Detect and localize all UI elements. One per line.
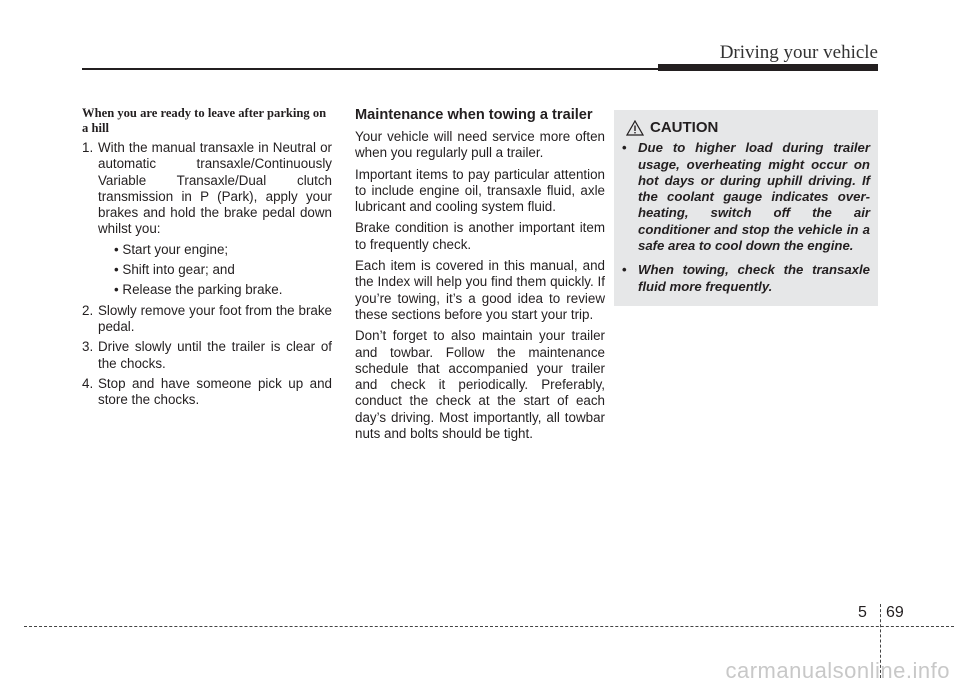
header-rule <box>82 68 658 70</box>
step-text: Drive slowly until the trailer is clear of the chocks. <box>98 339 332 371</box>
step-item <box>82 140 332 299</box>
caution-text: When towing, check the transaxle fluid more frequently. <box>638 262 870 294</box>
warning-triangle-icon <box>626 120 644 136</box>
section-heading-hill: When you are ready to leave after parking on a hill <box>82 106 327 135</box>
step-number: 3. <box>82 339 94 355</box>
step-number: 4. <box>82 375 94 391</box>
caution-item <box>622 262 870 295</box>
caution-title: CAUTION <box>650 119 719 136</box>
caution-item <box>622 140 870 254</box>
paragraph: Your vehicle will need service more often when you regularly pull a trailer. <box>355 129 605 161</box>
bullet-item: • Release the parking brake. <box>114 282 283 298</box>
step-item <box>82 376 332 409</box>
section-heading-maintenance: Maintenance when towing a trailer <box>355 107 593 123</box>
caution-text: Due to higher load during trailer usage, overheating might occur on hot days or during uphill driving. If the coolant gauge indicates over-heating, switch off the air conditioner and stop the vehicle in a safe area to cool down the engine. <box>638 140 870 254</box>
step-text: With the manual transaxle in Neutral or automatic transaxle/Continuously Variable Transaxle/Dual clutch transmission in P (Park), apply your brakes and hold the brake pedal down whilst you: <box>98 140 332 237</box>
bullet-item: • Shift into gear; and <box>114 262 235 278</box>
middle-column <box>355 106 605 447</box>
caution-box <box>614 110 878 306</box>
step-item <box>82 339 332 372</box>
bullet-item: • Start your engine; <box>114 241 229 257</box>
step-text: Slowly remove your foot from the brake pedal. <box>98 302 332 334</box>
step-text: Stop and have someone pick up and store the chocks. <box>98 375 332 408</box>
step-number: 2. <box>82 302 94 318</box>
watermark: carmanualsonline.info <box>725 658 950 683</box>
footer-rule <box>24 626 954 627</box>
chapter-number: 5 <box>858 604 867 621</box>
bullet-dot-icon: • <box>622 262 627 278</box>
paragraph: Don’t forget to also maintain your trailer and towbar. Follow the maintenance schedule that accompanied your trailer and check it periodically. Preferably, conduct the check at the start of each day’s driving. Most importantly, all towbar nuts and bolts should be tight. <box>355 328 605 442</box>
page-number: 69 <box>886 604 904 621</box>
left-column <box>82 106 332 412</box>
step-item <box>82 303 332 336</box>
paragraph: Each item is covered in this manual, and the Index will help you find them quickly. If you’re towing, it’s a good idea to review these sections before you start your trip. <box>355 258 605 322</box>
paragraph: Brake condition is another important item to frequently check. <box>355 220 605 252</box>
caution-header <box>622 120 870 136</box>
page-header-title: Driving your vehicle <box>719 42 878 63</box>
header-rule-accent <box>658 64 878 71</box>
bullet-dot-icon: • <box>622 140 627 156</box>
step-number: 1. <box>82 140 94 155</box>
paragraph: Important items to pay particular attention to include engine oil, transaxle fluid, axle lubricant and cooling system fluid. <box>355 166 605 215</box>
